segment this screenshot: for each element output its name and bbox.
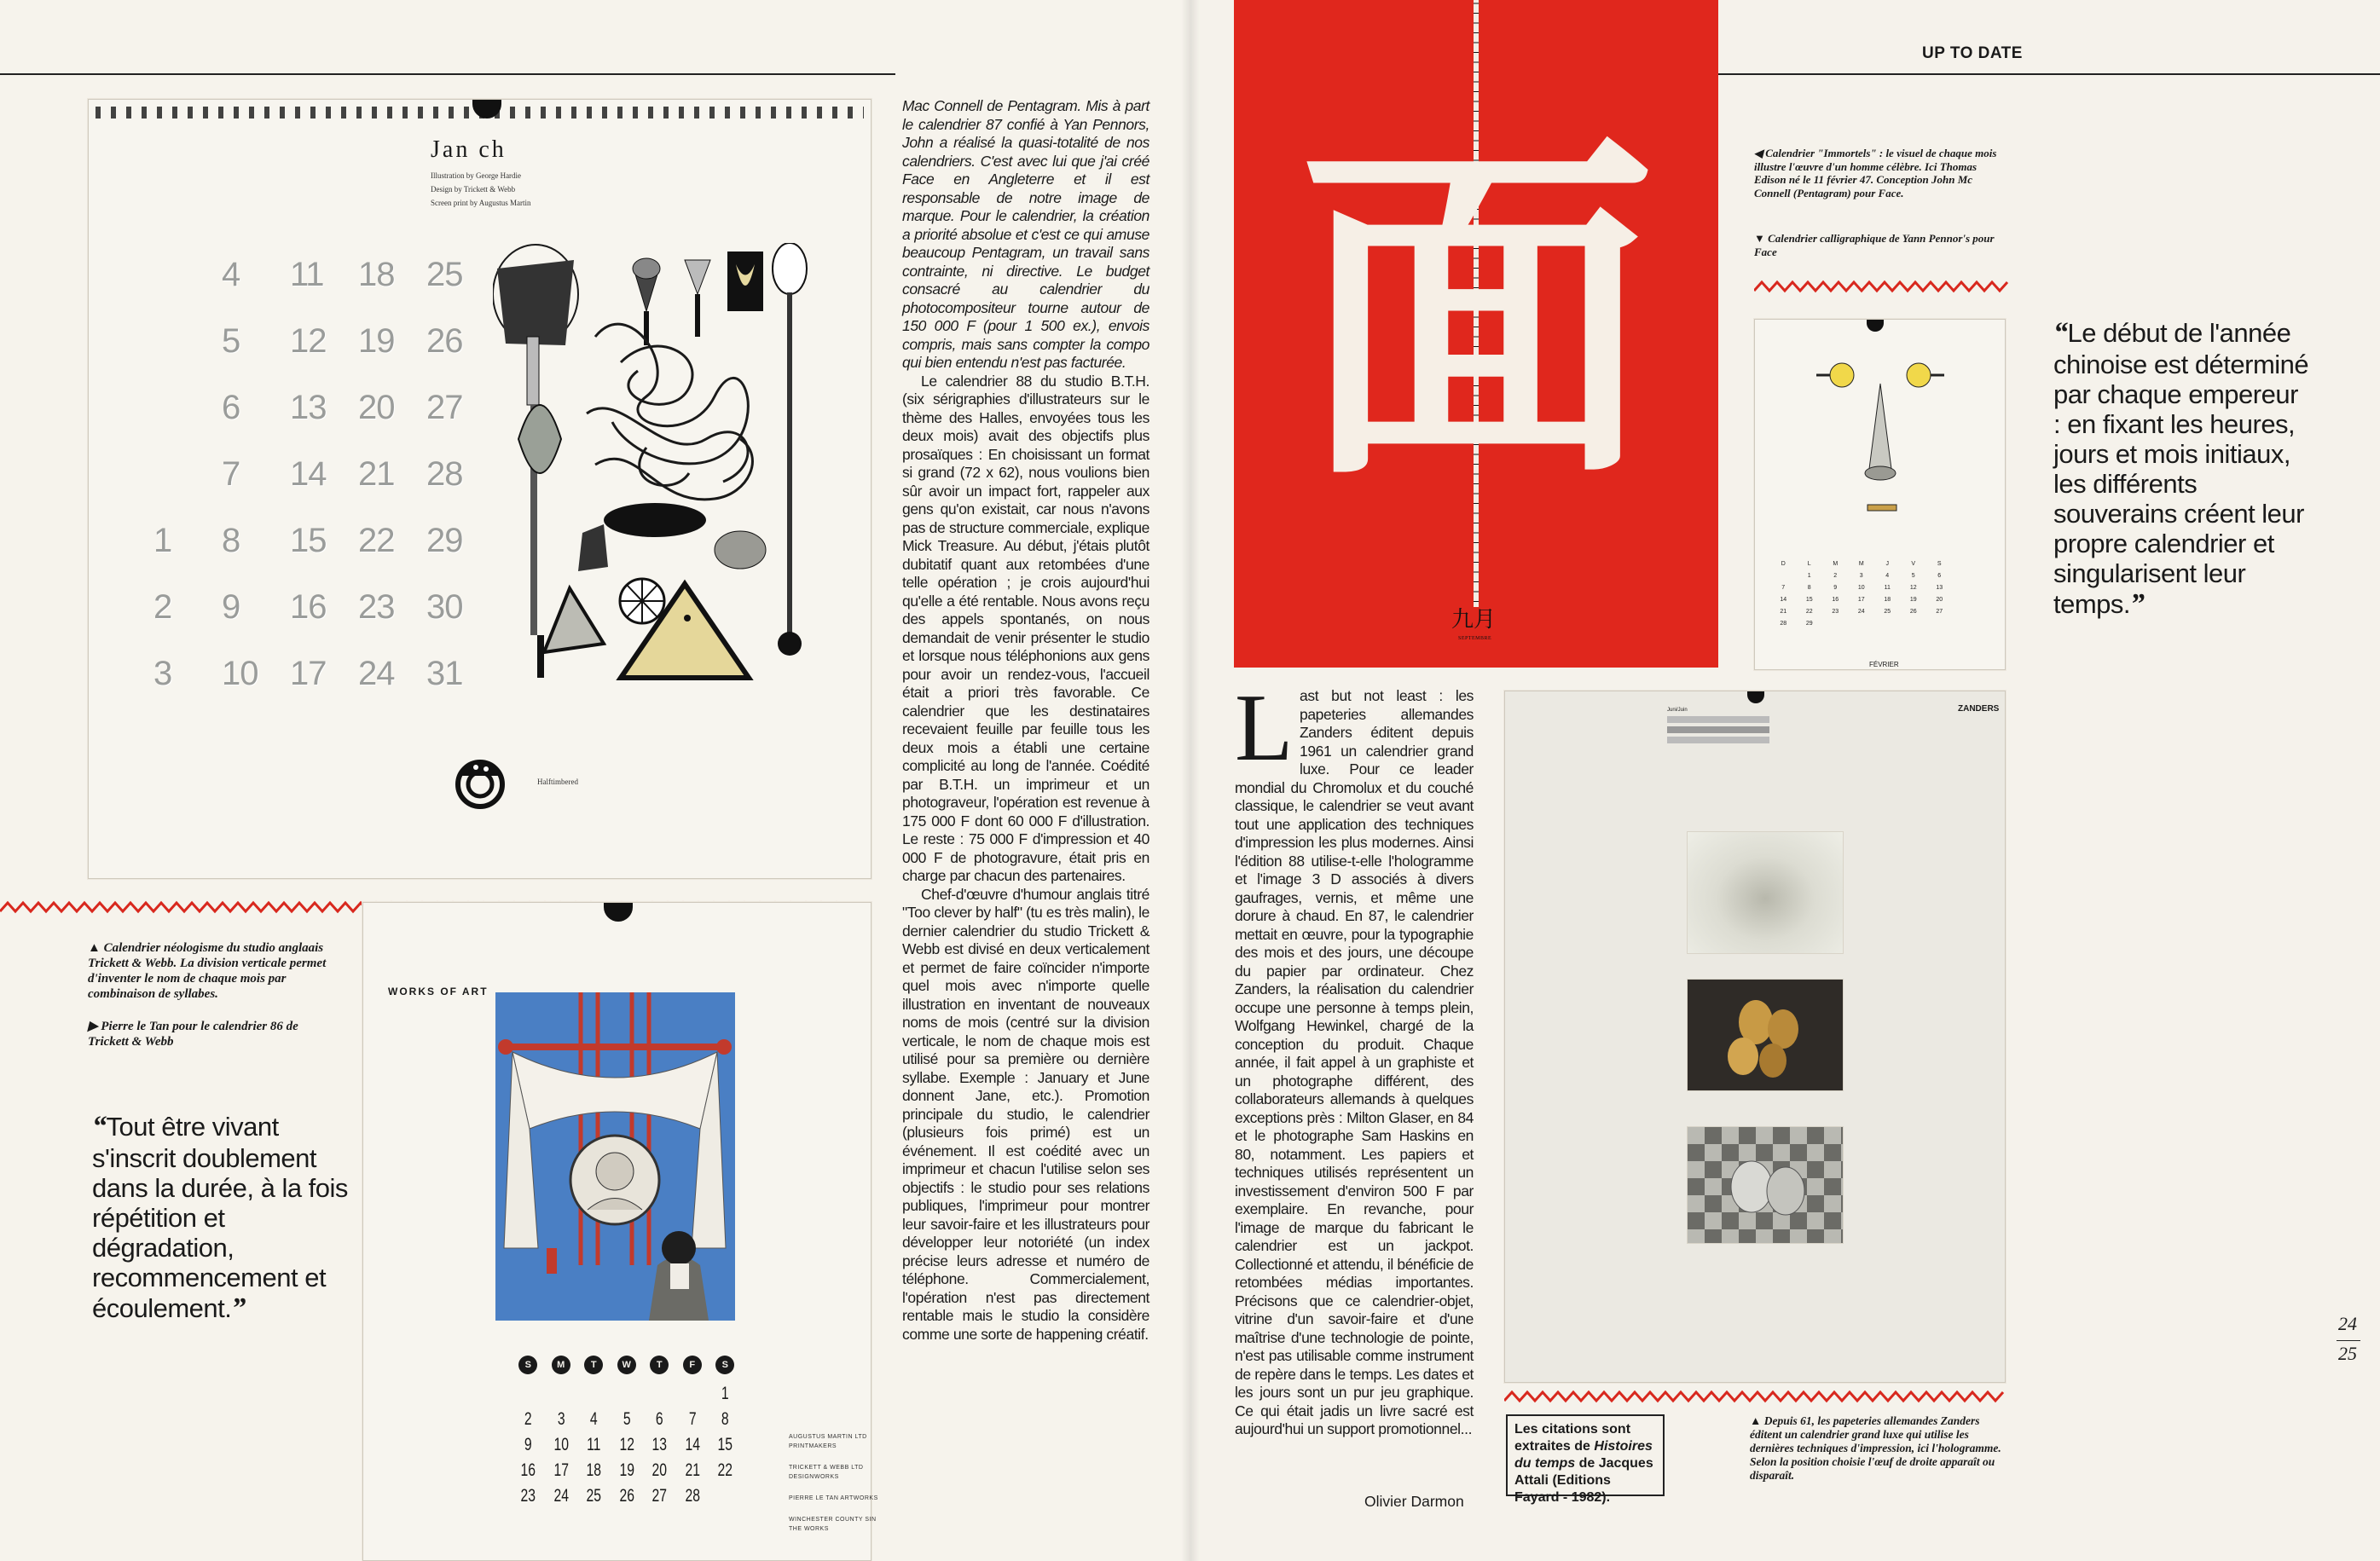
kanji-glyph: 面 [1298,104,1656,477]
calendar-date: 26 [1909,609,1917,615]
folio-left: 24 [2338,1313,2357,1334]
calendar-date: 21 [358,455,395,493]
calendar-date: 14 [684,1435,700,1454]
calendar-date: 3 [557,1409,565,1429]
weekday-label: S [518,1356,537,1374]
calendar-date [647,1384,672,1409]
calendar-date: 2 [153,588,172,626]
halftimbered-logo [450,750,510,810]
photo-hologram-eggs [1687,831,1844,954]
top-rule-right [1718,73,2380,75]
photo-chrome-eggs [1687,1126,1844,1244]
calendar-date [1822,621,1849,633]
calendar-date: 4 [222,256,240,293]
calendar-date: 27 [426,389,463,426]
golden-eggs-graphic [1688,980,1844,1092]
calendar-date: 5 [623,1409,631,1429]
kanji-brush-character [1289,102,1665,477]
paragraph: Le calendrier 88 du studio B.T.H. (six sérigraphies d'illustrateurs sur le thème des Halles, envoyées tous les deux mois) avait des objectifs plus prosaïques : En choisissant un format si grand (72 x 62), nous voulions bien sûr avoir un impact fort, rappeler aux gens qu'on existait, car nous n'avons pas de structure commerciale, explique Mick Treasure. Au début, j'étais plutôt dubitatif quant aux retombées d'une telle opération ; je crois aujourd'hui qu'elle a été rentable. Nous avons reçu des appels spontanés, on nous demandait de venir présenter le studio et lorsque nous téléphonions aux gens pour avoir un rendez-vous, l'accueil était a priori très favorable. Ce calendrier que les destinataires recevaient feuille par feuille tous les deux mois a établi une certaine complicité au long de l'année. Coédité par B.T.H. un imprimeur et un photograveur, l'opération est revenue à 175 000 F dont 60 000 F d'illustration. Le reste : 75 000 F d'impression et 40 000 F de photogravure, était pris en charge par chacun des partenaires. [902,372,1149,884]
calendar-date: 31 [426,655,463,692]
calendar-date: 4 [589,1409,598,1429]
calendar-date [153,256,222,322]
credit-line: Illustration by George Hardie [431,171,522,180]
works-date-grid [512,1384,742,1512]
credit-line: TRICKETT & WEBB LTD DESIGNWORKS [789,1465,864,1480]
calendar-date: 4 [1885,573,1890,579]
calendar-date: 22 [358,522,395,559]
paragraph [1235,675,1474,1439]
caption-calligraphique: ▼ Calendrier calligraphique de Yann Pennor's pour Face [1754,232,1995,258]
calendar-date: 2 [1833,573,1838,579]
calendar-date: 9 [1833,585,1838,591]
zigzag-rule-right-bottom [1504,1390,2006,1403]
calendar-date: 1 [721,1384,729,1403]
weekday-label: M [552,1356,570,1374]
calendar-date: 13 [1936,585,1943,591]
calligraphy-calendar-poster [1234,0,1718,668]
calendar-date [680,1384,704,1409]
calendar-date: 29 [1805,621,1813,627]
calendar-date: 16 [1832,597,1839,603]
calendar-date: 16 [290,588,327,626]
calendar-date: 19 [1909,597,1917,603]
calendar-date: 24 [553,1486,569,1506]
calendar-date: 16 [520,1460,536,1480]
calendar-date [1849,621,1875,633]
calendar-date: 30 [426,588,463,626]
calendar-date: 11 [587,1435,601,1454]
article-column-1 [902,97,1149,1344]
calendar-date: 21 [1780,609,1787,615]
calendar-date: 28 [684,1486,700,1506]
calendar-date: 10 [1857,585,1865,591]
calendar-date: 12 [1909,585,1917,591]
weekday-label: T [584,1356,603,1374]
calendar-date: 15 [717,1435,733,1454]
calendar-date: 25 [1884,609,1891,615]
weekday-label: S [715,1356,734,1374]
calendar-date: 8 [1807,585,1811,591]
weekday-label: V [1911,561,1916,567]
calendar-date: 18 [586,1460,602,1480]
calendar-date [153,455,222,522]
weekday-label: J [1885,561,1889,567]
calendar-date: 11 [1884,585,1891,591]
paragraph: Chef-d'œuvre d'humour anglais titré "Too clever by half" (tu es très malin), le dernier calendrier du studio Trickett & Webb est divisé en deux verticalement et permet de faire coïncider n'importe quel mois avec n'importe quelle illustration en inventant de nouveaux noms de mois (centré sur la division verticale, le nom de chaque mois est utilisé pour sa première ou dernière syllabe. Exemple : January et June donnent Jane, etc.). Promotion principale du studio, le calendrier (plusieurs fois primé) est un événement. Il est coédité avec un imprimeur et chacun l'utilise selon ses objectifs : le studio pour ses relations publiques, l'imprimeur pour montrer leur savoir-faire et les illustrateurs pour développer leur notoriété (un index précise leurs adresse et numéro de téléphone. Commercialement, l'opération n'est pas directement rentable mais le studio la considère comme une sorte de happening créatif. [902,885,1149,1343]
calendar-date: 22 [1805,609,1813,615]
calendar-date: 6 [222,389,240,426]
janch-title: Jan ch [431,136,507,163]
calendar-date: 12 [290,322,327,360]
calendar-date: 28 [1780,621,1787,627]
calendar-date: 19 [618,1460,634,1480]
calendar-date: 27 [651,1486,668,1506]
calendar-date [1926,621,1953,633]
calendar-date: 19 [358,322,395,360]
calendar-date [713,1486,738,1512]
calendar-date: 20 [1936,597,1943,603]
calendar-date: 9 [524,1435,532,1454]
photo-golden-eggs [1687,979,1844,1091]
top-rule-left [0,73,895,75]
works-weekday-row [512,1356,742,1374]
calendar-date: 13 [651,1435,668,1454]
calendar-date: 15 [1805,597,1813,603]
calendar-date: 14 [1780,597,1787,603]
calendar-hanger [604,903,633,922]
calendar-date: 5 [1911,573,1915,579]
weekday-label: F [683,1356,702,1374]
open-quote-mark: “ [92,1111,107,1142]
calendar-date: 8 [721,1409,729,1429]
calendar-date: 21 [684,1460,700,1480]
calendar-date [614,1384,639,1409]
calendar-date: 22 [717,1460,733,1480]
calendar-date: 3 [1859,573,1863,579]
calendar-date [1901,621,1927,633]
caption-tan: ▶ Pierre le Tan pour le calendrier 86 de Trickett & Webb [88,1020,298,1049]
calendar-date: 6 [655,1409,663,1429]
running-head: UP TO DATE [1922,44,2023,62]
calendar-hanger [1747,691,1764,703]
author-signature: Olivier Darmon [1364,1493,1464,1510]
janch-credits [431,169,531,210]
calendar-date [582,1384,606,1409]
calendar-date: 17 [1857,597,1865,603]
zanders-mini-date-grid [1667,714,1769,749]
calendar-date [153,389,222,455]
calendar-date: 10 [222,655,258,692]
month-kanji: 九月 [1451,607,1497,633]
calendar-date: 20 [358,389,395,426]
calendar-date: 14 [290,455,327,493]
folio-right: 25 [2338,1343,2357,1364]
calendar-date: 3 [153,655,172,692]
janch-date-grid [153,256,495,721]
drop-cap: L [1235,675,1294,781]
credit-line: AUGUSTUS MARTIN LTD PRINTMAKERS [789,1434,867,1449]
citation-text: Les citations sont extraites de [1514,1422,1631,1454]
calendar-date: 27 [1936,609,1943,615]
calendar-date: 28 [426,455,463,493]
calendar-date: 7 [222,455,240,493]
halftimbered-brand: Halftimbered [537,778,578,786]
weekday-label: W [617,1356,636,1374]
calendar-date: 25 [586,1486,602,1506]
citation-book-title: Histoires du temps [1514,1439,1653,1471]
kitchen-tools-illustration [493,243,834,699]
calendar-date: 5 [222,322,240,360]
zigzag-rule-right-top [1754,280,2010,293]
caption-zanders: ▲ Depuis 61, les papeteries allemandes Zanders éditent un calendrier grand luxe qui utilise les dernières techniques d'impression, ici l'hologramme. Selon la position choisie l'œuf de droite apparaît ou disparaît. [1750,1414,2001,1482]
calendar-date: 17 [290,655,327,692]
calendar-date: 10 [553,1435,569,1454]
works-credits [789,1432,887,1534]
calendar-date [1874,621,1901,633]
calendar-date: 18 [358,256,395,293]
open-quote-mark: “ [2053,317,2068,349]
calendar-date: 23 [1832,609,1839,615]
calendar-date: 29 [426,522,463,559]
calendar-date [548,1384,573,1409]
caption-immortels: ◀ Calendrier "Immortels" : le visuel de chaque mois illustre l'œuvre d'un homme célèbre. Ici Thomas Edison né le 11 février 47. Conception John Mc Connell (Pentagram) pour Face. [1754,147,1997,199]
close-quote-mark: ” [231,1292,246,1324]
calendar-date: 13 [290,389,327,426]
edison-face-illustration [1808,350,1953,520]
weekday-label: L [1807,561,1811,567]
paragraph: Mac Connell de Pentagram. Mis à part le calendrier 87 confié à Yan Pennors, John a réalisé la quasi-totalité de nos calendriers. C'est avec lui que j'ai créé Face en Angleterre et il est responsable de notre image de marque. Pour le calendrier, la création a priorité absolue et c'est ce qui amuse beaucoup Pentagram, un travail sans contrainte, ni directive. Le budget consacré au calendrier du photocompositeur tourne autour de 150 000 F (pour 1 500 ex.), envois compris, mais sans compter la compo qui bien entendu n'est pas facturée. [902,97,1149,371]
calendar-date: 6 [1937,573,1942,579]
weekday-label: S [1937,561,1942,567]
month-label: SEPTEMBRE [1458,636,1492,641]
calendar-date: 23 [520,1486,536,1506]
calendar-date: 8 [222,522,240,559]
works-of-art-title: WORKS OF ART [388,986,489,997]
quote-text: Le début de l'année chinoise est déterminé par chaque empereur : en fixant les heures, jours et mois initiaux, les différents souverains créent leur propre calendrier et singularisent leur temps. [2053,318,2309,619]
calendar-date: 9 [222,588,240,626]
calendar-date: 24 [358,655,395,692]
spine-gutter [1181,0,1200,1561]
pull-quote-left [92,1111,348,1325]
immortels-date-grid [1770,561,1953,633]
quote-text: Tout être vivant s'inscrit doublement dans la durée, à la fois répétition et dégradation, recommencement et écoulement. [92,1112,348,1323]
calendar-date: 24 [1857,609,1865,615]
calendar-date: 7 [1781,585,1786,591]
calendar-date: 18 [1884,597,1891,603]
calendar-date: 26 [426,322,463,360]
weekday-label: D [1781,561,1786,567]
calendar-date [516,1384,541,1409]
weekday-label: T [650,1356,669,1374]
calendar-date [1770,573,1797,585]
calendar-date: 20 [651,1460,668,1480]
immortels-month: FÉVRIER [1869,661,1899,668]
citation-box [1506,1414,1665,1505]
calendar-date: 23 [358,588,395,626]
calendar-date: 11 [290,256,324,293]
calendar-date: 17 [553,1460,569,1480]
calendar-date: 15 [290,522,327,559]
paragraph-text: ast but not least : les papeteries allemandes Zanders éditent depuis 1961 un calendrier grand luxe. Pour ce leader mondial du Chromolux et du couché classique, le calendrier se veut avant tout une application des techniques d'impression les plus modernes. Ainsi l'édition 88 utilise-t-elle l'hologramme et l'image 3 D associés à divers gaufrages, vernis, et même une dorure à chaud. En 87, le calendrier mettait en œuvre, pour la typographie des mois et des jours, une découpe du papier par ordinateur. Chez Zanders, la réalisation du calendrier occupe une personne à temps plein, Wolfgang Hewinkel, chargé de la conception du produit. Chaque année, il fait appel à un graphiste et un photographe différent, des collaborateurs allemands à quelques exceptions près : Milton Glaser, en 84 et le photographe Sam Haskins en 80, notamment. Les papiers et techniques utilisés représentent un investissement d'environ 500 F par exemplaire. En revanche, pour l'image de marque du fabricant le calendrier est un jackpot. Collectionné et attendu, il bénéficie de retombées médias importantes. Précisons que ce calendrier-objet, vitrine d'un savoir-faire et d'une maîtrise d'une technologie de pointe, n'est pas utilisable comme instrument de repère dans le temps. Les dates et les jours sont un pur jeu graphique. Ce qui était jadis un livre sacré est aujourd'hui un support promotionnel... [1235,687,1474,1437]
calendar-date: 26 [618,1486,634,1506]
calendar-date: 12 [618,1435,634,1454]
weekday-label: M [1858,561,1864,567]
zanders-brand: ZANDERS [1958,704,2000,714]
close-quote-mark: ” [2130,588,2145,620]
pierre-le-tan-illustration [495,992,735,1321]
chrome-eggs-graphic [1688,1127,1844,1245]
calendar-date: 2 [524,1409,532,1429]
calendar-date: 7 [688,1409,697,1429]
credit-line: Screen print by Augustus Martin [431,199,531,207]
calendar-date: 1 [1807,573,1811,579]
folio-divider [2337,1340,2360,1341]
citation-text: de Jacques Attali (Editions Fayard - 1982). [1514,1456,1653,1505]
calendar-date: 1 [153,522,172,559]
calendar-date: 25 [426,256,463,293]
credit-line: Design by Trickett & Webb [431,185,516,194]
calendar-date [153,322,222,389]
calendar-hanger [1867,320,1884,332]
pull-quote-right [2053,317,2309,621]
credit-line: WINCHESTER COUNTY SIN THE WORKS [789,1517,877,1532]
caption-trickett: ▲ Calendrier néologisme du studio anglaais Trickett & Webb. La division verticale permet d'inventer le nom de chaque mois par combinaison de syllabes. [88,941,327,1001]
credit-line: PIERRE LE TAN ARTWORKS [789,1495,878,1501]
zanders-month: Juni/Juin [1667,708,1688,713]
weekday-label: M [1833,561,1839,567]
article-column-2 [1235,675,1474,1439]
